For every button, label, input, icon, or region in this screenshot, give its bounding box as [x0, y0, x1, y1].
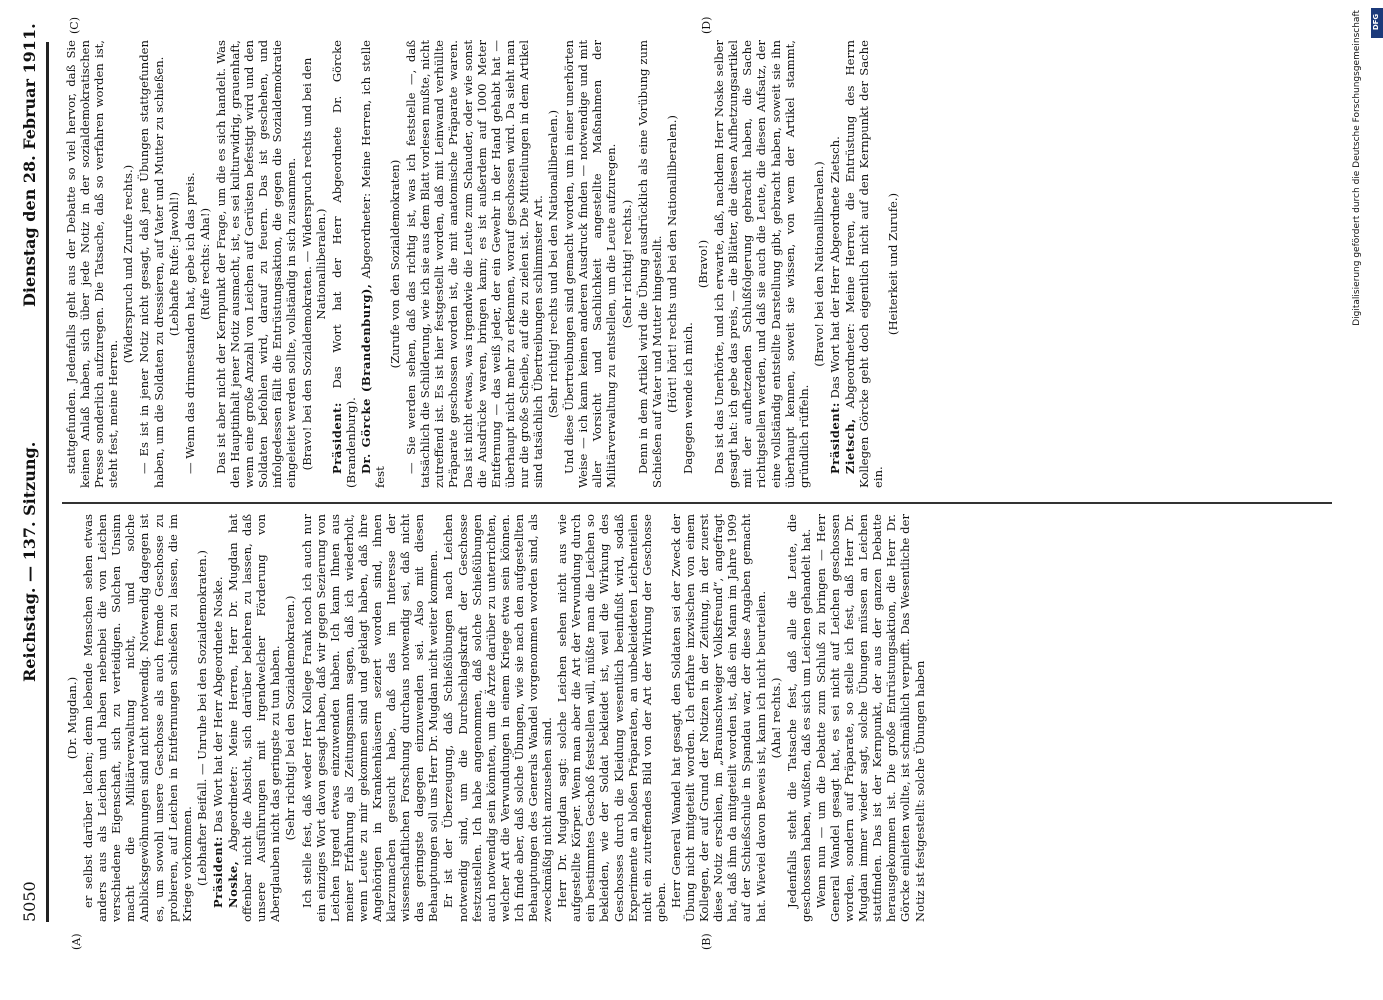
paragraph-text: Wenn nun — um die Debatte zum Schluß zu bringen — Herr General Wandel gesagt hat, es sei nicht auf Leichen geschossen worden, sondern auf Präparate, so stelle ich fest, daß Herr Dr. Mugdan immer wieder sagt, solche Übungen müssen an Leichen stattfinden. Das ist der Kernpunkt, der aus der ganzen Debatte herausgekommen ist. Die große Entrüstungsaktion, die Herr Dr. Görcke einleiten wollte, ist schmählich verpufft. Das Wesentliche der Notiz ist festgestellt: solche Übungen haben	[813, 514, 927, 922]
margin-mark-a: (A)	[70, 933, 83, 950]
paragraph-text: (Bravo! bei den Sozialdemokraten. — Widerspruch rechts und bei den Nationalliberalen.)	[299, 57, 328, 471]
paragraph-text: (Sehr richtig! rechts und bei den Nationalliberalen.)	[546, 109, 561, 419]
paragraph	[214, 40, 299, 488]
paragraph-text: (Hört! hört! rechts und bei den Nationalliberalen.)	[664, 115, 679, 413]
margin-mark-d: (D)	[700, 16, 713, 34]
paragraph-text: (Aha! rechts.)	[768, 677, 783, 759]
column-divider	[62, 502, 1332, 504]
interjection	[65, 514, 79, 922]
paragraph	[785, 514, 813, 922]
paragraph-text: Das ist das Unerhörte, und ich erwarte, daß, nachdem Herr Noske selber gesagt hat: ich gebe das preis, — die Blätter, die diesen Aufhetzungsartikel mit der aufhetzenden Schlußfolgerung gebracht haben, die Sache richtigstellen werden, und daß sie auch die Leute, die diesen Aufsatz, der eine vollständig entstellte Darstellung gibt, gebracht haben, soweit sie ihn überhaupt kennen, soweit sie wissen, von wem der Artikel stammt, gründlich rüffeln.	[712, 40, 811, 488]
speaker-label: Präsident:	[329, 402, 344, 474]
interjection	[696, 40, 710, 488]
paragraph-text: (Dr. Mugdan.)	[65, 676, 79, 760]
interjection	[665, 40, 679, 488]
paragraph-text: Das ist aber nicht der Kernpunkt der Frage, um die es sich handelt. Was den Hauptinhalt jener Notiz ausmacht, ist, es sei kulturwidrig, grauenhaft, wenn eine große Anzahl von Leichen auf Gerüsten befestigt wird und den Soldaten befohlen wird, darauf zu feuern. Das ist geschehen, und infolgedessen fällt die Entrüstungsaktion, die gegen die Sozialdemokratie eingeleitet werden sollte, vollständig in sich zusammen.	[213, 40, 299, 488]
page-number: 5050	[20, 881, 39, 922]
speaker-label: Präsident:	[210, 836, 225, 908]
dfg-logo-text: DFG	[1372, 13, 1380, 31]
interjection	[300, 40, 328, 488]
margin-mark-c: (C)	[68, 17, 81, 34]
interjection	[283, 514, 297, 922]
paragraph	[183, 40, 197, 488]
paragraph-text: Herr Dr. Mugdan sagt: solche Leichen sehen nicht aus wie aufgestellte Körper. Wenn man aber die Art der Verwundung durch ein bestimmtes Geschoß feststellen will, müßte man die Leichen so bekleiden, wie der Soldat bekleidet ist, weil die Wirkung des Geschosses durch die Kleidung wesentlich beeinflußt wird, sodaß Experimente an bloßen Präparaten, an unbekleideten Leichenteilen nicht ein zutreffendes Bild von der Art der Wirkung der Geschosse geben.	[555, 514, 668, 922]
interjection	[812, 40, 826, 488]
paragraph	[441, 514, 554, 922]
speaker-label: Noske,	[226, 860, 241, 908]
paragraph-text: (Heiterkeit und Zurufe.)	[886, 192, 901, 336]
paragraph-text: (Rufe rechts: Aha!)	[197, 207, 212, 321]
left-column	[64, 514, 1364, 922]
paragraph-text: Abgeordneter: Meine Herren, die Entrüstung des Herrn Kollegen Görcke geht doch eigentlich nicht auf den Kernpunkt der Sache ein.	[842, 40, 886, 488]
paragraph-text: (Bravo! bei den Nationalliberalen.)	[811, 161, 826, 367]
header-left: Reichstag. — 137. Sitzung.	[20, 441, 39, 682]
interjection	[195, 514, 209, 922]
paragraph-text: Abgeordneter: Meine Herren, Herr Dr. Mugdan hat offenbar nicht die Absicht, sich darüber belehren zu lassen, daß unsere Ausführungen mit irgendwelcher Förderung von Aberglauben nicht das geringste zu tun haben.	[226, 514, 283, 922]
interjection	[546, 40, 560, 488]
paragraph	[137, 40, 165, 488]
footer-credit: Digitalisierung gefördert durch die Deutsche Forschungsgemeinschaft	[1352, 10, 1362, 326]
paragraph-text: (Bravo!)	[696, 239, 711, 289]
paragraph	[562, 40, 618, 488]
page-header	[18, 23, 42, 922]
speaker-label: Zietsch,	[842, 418, 857, 474]
paragraph-text: (Zurufe von den Sozialdemokraten)	[388, 159, 403, 369]
paragraph	[712, 40, 811, 488]
interjection	[886, 40, 900, 488]
paragraph-text: Er ist der Überzeugung, daß Schießübungen nach Leichen notwendig sind, um die Durchschlagskraft der Geschosse festzustellen. Ich habe angenommen, daß solche Schießübungen auch notwendig sein könnten, um die Ärzte darüber zu unterrichten, welcher Art die Verwundungen in einem Kriege etwa sein können. Ich finde aber, daß solche Übungen, wie sie nach den aufgestellten Behauptungen des Generals Wandel vorgenommen worden sind, als zweckmäßig nicht anzusehen sind.	[441, 514, 555, 922]
speaker-label: Dr. Görcke (Brandenburg),	[358, 283, 373, 474]
paragraph-text: Jedenfalls steht die Tatsache fest, daß alle die Leute, die geschossen haben, wußten, daß es sich um Leichen gehandelt hat.	[784, 514, 813, 922]
paragraph	[681, 40, 695, 488]
paragraph	[359, 40, 387, 488]
paragraph-text: Das Wort hat der Herr Abgeordnete Zietsch.	[827, 136, 842, 399]
paragraph-text: (Sehr richtig! bei den Sozialdemokraten.)	[283, 595, 298, 841]
paragraph	[828, 40, 842, 488]
paragraph-text: Denn in dem Artikel wird die Übung ausdrücklich als eine Vorübung zum Schießen auf Vater und Mutter hingestellt.	[635, 40, 664, 488]
paragraph	[300, 514, 441, 922]
interjection	[167, 40, 181, 488]
interjection	[388, 40, 402, 488]
paragraph	[226, 514, 282, 922]
footer	[1352, 10, 1372, 990]
paragraph-text: Und diese Übertreibungen sind gemacht worden, um in einer unerhörten Weise — ich kann keinen anderen Ausdruck finden — notwendige und mit aller Vorsicht und Sachlichkeit angestellte Maßnahmen der Militärverwaltung zu entstellen, um die Leute aufzuregen.	[562, 40, 619, 488]
paragraph	[330, 40, 358, 488]
interjection	[198, 40, 212, 488]
paragraph-text: (Widerspruch und Zurufe rechts.)	[121, 164, 136, 364]
interjection	[769, 514, 783, 922]
paragraph-text: (Lebhafter Beifall. — Unruhe bei den Sozialdemokraten.)	[194, 550, 209, 886]
interjection	[620, 40, 634, 488]
right-column	[64, 40, 1364, 488]
paragraph-text: Abgeordneter: Meine Herren, ich stelle fest	[358, 40, 387, 488]
paragraph	[404, 40, 545, 488]
paragraph	[669, 514, 768, 922]
paragraph	[64, 40, 120, 488]
paragraph	[814, 514, 927, 922]
paragraph-text: — Es ist in jener Notiz nicht gesagt, daß jene Übungen stattgefunden haben, um die Soldaten zu dressieren, auf Vater und Mutter zu schießen.	[137, 40, 166, 488]
paragraph	[555, 514, 668, 922]
paragraph-text: Ich stelle fest, daß weder Herr Kollege Frank noch ich auch nur ein einziges Wort davon gesagt haben, daß wir gegen Sezierung von Leichen irgend etwas einzuwenden haben. Ich kann Ihnen aus meiner Erfahrung als Zeitungsmann sagen, daß ich wiederholt, wenn Leute zu mir gekommen sind und geklagt haben, daß ihre Angehörigen in Krankenhäusern seziert worden sind, ihnen klarzumachen gesucht habe, daß das im Interesse der wissenschaftlichen Forschung durchaus notwendig sei, daß nicht das geringste dagegen einzuwenden sei. Also mit diesen Behauptungen soll uns Herr Dr. Mugdan nicht weiter kommen.	[299, 514, 441, 922]
paragraph-text: Das Wort hat der Herr Abgeordnete Noske.	[210, 576, 225, 833]
paragraph-text: Herr General Wandel hat gesagt, den Soldaten sei der Zweck der Übung nicht mitgeteilt worden. Ich erfahre inzwischen von einem Kollegen, der auf Grund der Notizen in der Zeitung, in der zuerst diese Notiz erschien, im „Braunschweiger Volksfreund“, angefragt hat, daß ihm da mitgeteilt worden ist, daß ein Mann im Jahre 1909 auf der Schießschule in Spandau war, der diese Angaben gemacht hat. Wieviel davon Beweis ist, kann ich nicht beurteilen.	[668, 514, 768, 922]
paragraph-text: Dagegen wende ich mich.	[680, 322, 695, 474]
paragraph	[843, 40, 885, 488]
interjection	[121, 40, 135, 488]
header-right: Dienstag den 28. Februar 1911.	[20, 23, 39, 307]
paragraph	[211, 514, 225, 922]
paragraph-text: — Sie werden sehen, daß das richtig ist, was ich feststelle —, daß tatsächlich die Schilderung, wie ich sie aus dem Blatt vorlesen mußte, nicht zutreffend ist. Es ist hier festgestellt worden, daß mit Leinwand verhüllte Präparate geschossen worden ist, die mit anatomische Präparate waren. Das ist nicht etwas, was irgendwie die Leute zum Schauder, oder wie sonst die Ausdrücke waren, bringen kann; es ist außerdem auf 1000 Meter Entfernung — das weiß jeder, der ein Gewehr in der Hand gehabt hat — überhaupt nicht mehr zu erkennen, worauf geschossen wird. Da sieht man nur die große Scheibe, auf die zu zielen ist. Die Mitteilungen in dem Artikel sind tatsächlich Übertreibungen schlimmster Art.	[404, 40, 545, 488]
paragraph-text: — Wenn das drinnestanden hat, gebe ich das preis.	[182, 172, 197, 474]
paragraph-text: (Lebhafte Rufe: Jawohl!)	[166, 191, 181, 337]
header-rule	[46, 42, 49, 922]
paragraph-text: stattgefunden. Jedenfalls geht aus der Debatte so viel hervor, daß Sie keinen Anlaß haben, sich über jede Notiz in der sozialdemokratischen Presse sonderlich aufzuregen. Die Tatsache, daß so verfahren worden ist, steht fest, meine Herren.	[64, 40, 121, 488]
paragraph	[81, 514, 194, 922]
margin-mark-b: (B)	[700, 933, 713, 950]
paragraph-text: Das Wort hat der Herr Abgeordnete Dr. Görcke (Brandenburg).	[329, 40, 358, 488]
dfg-logo	[1371, 8, 1383, 38]
paragraph-text: (Sehr richtig! rechts.)	[619, 199, 634, 329]
speaker-label: Präsident:	[827, 402, 842, 474]
paragraph	[636, 40, 664, 488]
paragraph-text: er selbst darüber lachen; denn lebende Menschen sehen etwas anders aus als Leichen und haben nebenbei die von Leichen verschiedene Eigenschaft, sich zu verteidigen. Solchen Unsinn macht die Militärverwaltung nicht, und solche Anblicksgewöhnungen sind nicht notwendig. Notwendig dagegen ist es, um sowohl unsere Geschosse als auch fremde Geschosse zu probieren, auf Leichen in Entfernungen schießen zu lassen, die im Kriege vorkommen.	[81, 514, 194, 922]
